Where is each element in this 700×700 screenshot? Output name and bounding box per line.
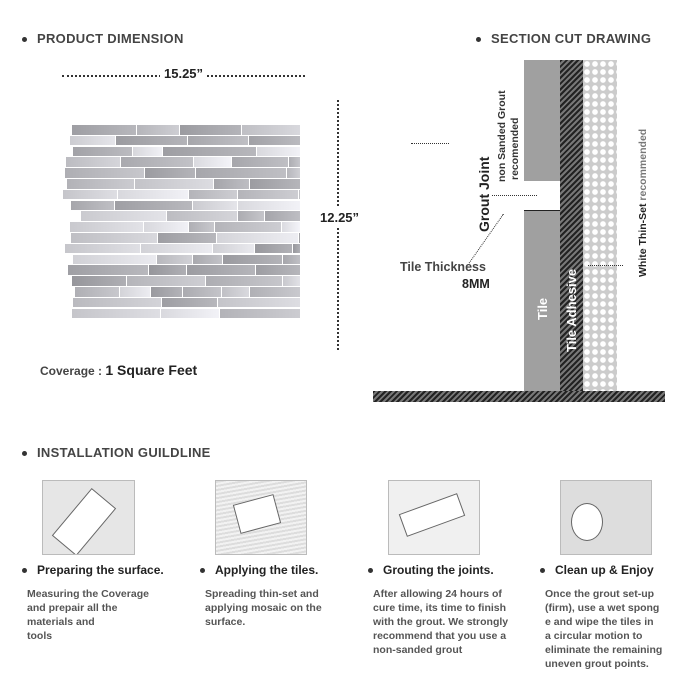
thinset-text: White Thin-Set: [637, 203, 649, 277]
step-2-title: [200, 563, 318, 577]
mosaic-strip: [232, 157, 288, 167]
section-cut-heading: [476, 31, 651, 46]
thinset-layer: [583, 60, 617, 392]
mosaic-strip: [141, 244, 212, 254]
step-3-illustration: [388, 480, 480, 555]
mosaic-strip: [188, 136, 248, 146]
mosaic-strip: [255, 244, 292, 254]
mosaic-strip: [71, 201, 114, 211]
grout-note-1: non Sanded Grout: [496, 90, 508, 182]
mosaic-strip: [73, 255, 156, 265]
mosaic-strip: [242, 125, 300, 135]
mosaic-strip: [120, 287, 150, 297]
mosaic-strip: [187, 265, 256, 275]
mosaic-strip: [215, 222, 281, 232]
mosaic-strip: [218, 298, 300, 308]
mosaic-strip: [196, 168, 286, 178]
thinset-arrow: [588, 265, 623, 266]
mosaic-strip: [222, 287, 249, 297]
step-1-illustration: [42, 480, 135, 555]
coverage-value: 1 Square Feet: [105, 362, 198, 378]
height-label: 12.25”: [320, 210, 360, 225]
mosaic-strip: [299, 190, 300, 200]
mosaic-strip: [67, 179, 134, 189]
mosaic-strip: [189, 222, 214, 232]
step-title-text: Clean up & Enjoy: [555, 563, 654, 577]
mosaic-strip: [71, 233, 157, 243]
mosaic-strip: [293, 244, 300, 254]
mosaic-strip: [73, 147, 132, 157]
mosaic-strip: [289, 157, 300, 167]
mosaic-strip: [193, 255, 222, 265]
mosaic-strip: [217, 233, 298, 243]
grout-arrow: [492, 195, 537, 196]
mosaic-strip: [206, 276, 283, 286]
step-1-title: [22, 563, 164, 577]
mosaic-strip: [189, 190, 237, 200]
mosaic-strip: [70, 222, 143, 232]
mosaic-strip: [70, 136, 115, 146]
mosaic-strip: [72, 309, 160, 319]
heading-text: PRODUCT DIMENSION: [37, 31, 184, 46]
mosaic-strip: [287, 168, 300, 178]
mosaic-strip: [75, 287, 119, 297]
step-title-text: Applying the tiles.: [215, 563, 319, 577]
thinset-note: recommended: [637, 128, 649, 201]
heading-text: INSTALLATION GUILDLINE: [37, 445, 211, 460]
mosaic-strip: [220, 309, 300, 319]
mosaic-strip: [223, 255, 282, 265]
mosaic-strip: [249, 136, 300, 146]
coverage: [40, 362, 197, 378]
mosaic-strip: [213, 244, 254, 254]
mosaic-strip: [193, 201, 237, 211]
mosaic-strip: [283, 276, 300, 286]
mosaic-strip: [283, 255, 300, 265]
step-4-description: Once the grout set-up (firm), use a wet spong e and wipe the tiles in a circular motion to eliminate the remaining uneven grout points.: [545, 588, 663, 670]
adhesive-label: Tile Adhesive: [564, 268, 579, 352]
mosaic-strip: [63, 190, 117, 200]
mosaic-strip: [65, 168, 144, 178]
mosaic-strip: [133, 147, 162, 157]
heading-text: SECTION CUT DRAWING: [491, 31, 652, 46]
step-title-text: Preparing the surface.: [37, 563, 164, 577]
upper-tile: [524, 60, 560, 181]
mosaic-strip: [151, 287, 182, 297]
mosaic-strip: [81, 211, 166, 221]
step-2-illustration: [215, 480, 307, 555]
grout-joint-label: Grout Joint: [476, 156, 492, 232]
step-3-title: [368, 563, 494, 577]
mosaic-strip: [135, 179, 213, 189]
mosaic-strip: [144, 222, 188, 232]
mosaic-strip: [282, 222, 300, 232]
mosaic-strip: [66, 157, 120, 167]
mosaic-strip: [238, 211, 265, 221]
mosaic-strip: [299, 233, 300, 243]
mosaic-strip: [250, 179, 300, 189]
mosaic-strip: [115, 201, 192, 211]
mosaic-strip: [167, 211, 237, 221]
mosaic-strip: [157, 255, 192, 265]
thinset-label: [637, 129, 649, 277]
mosaic-strip: [257, 147, 300, 157]
mosaic-strip: [118, 190, 188, 200]
step-title-text: Grouting the joints.: [383, 563, 494, 577]
step-1-description: Measuring the Coverage and prepair all the materials and tools: [27, 588, 149, 642]
grout-note-2: recomended: [509, 117, 521, 180]
mosaic-strip: [158, 233, 216, 243]
mosaic-strip: [163, 147, 256, 157]
tile-thickness-label: Tile Thickness: [400, 260, 486, 274]
floor: [373, 391, 665, 402]
mosaic-strip: [68, 265, 148, 275]
mosaic-strip: [116, 136, 187, 146]
mosaic-strip: [121, 157, 193, 167]
mosaic-strip: [238, 201, 300, 211]
mosaic-strip: [194, 157, 231, 167]
mosaic-strip: [72, 125, 136, 135]
dotted-mark: [411, 143, 449, 144]
mosaic-strip: [127, 276, 205, 286]
mosaic-strip: [72, 276, 126, 286]
step-3-description: After allowing 24 hours of cure time, its time to finish with the grout. We strongly recommend that you use a non-sanded grout: [373, 588, 509, 656]
mosaic-strip: [161, 309, 218, 319]
mosaic-strip: [250, 287, 300, 297]
installation-heading: [22, 445, 211, 460]
product-dimension-heading: [22, 31, 184, 46]
mosaic-strip: [73, 298, 161, 308]
mosaic-strip: [238, 190, 298, 200]
mosaic-strip: [149, 265, 186, 275]
coverage-label: Coverage :: [40, 364, 103, 378]
width-label: 15.25”: [160, 66, 207, 81]
mosaic-strip: [265, 211, 300, 221]
tile-label: Tile: [535, 297, 550, 320]
mosaic-strip: [180, 125, 240, 135]
mosaic-strip: [137, 125, 179, 135]
mosaic-strip: [183, 287, 221, 297]
step-4-illustration: [560, 480, 652, 555]
step-4-title: [540, 563, 654, 577]
mosaic-strip: [145, 168, 195, 178]
mosaic-strip: [256, 265, 300, 275]
thickness-value: 8MM: [462, 277, 490, 291]
mosaic-strip: [65, 244, 139, 254]
mosaic-tile-image: [62, 125, 300, 320]
step-2-description: Spreading thin-set and applying mosaic on the surface.: [205, 588, 322, 628]
mosaic-strip: [162, 298, 217, 308]
mosaic-strip: [214, 179, 249, 189]
